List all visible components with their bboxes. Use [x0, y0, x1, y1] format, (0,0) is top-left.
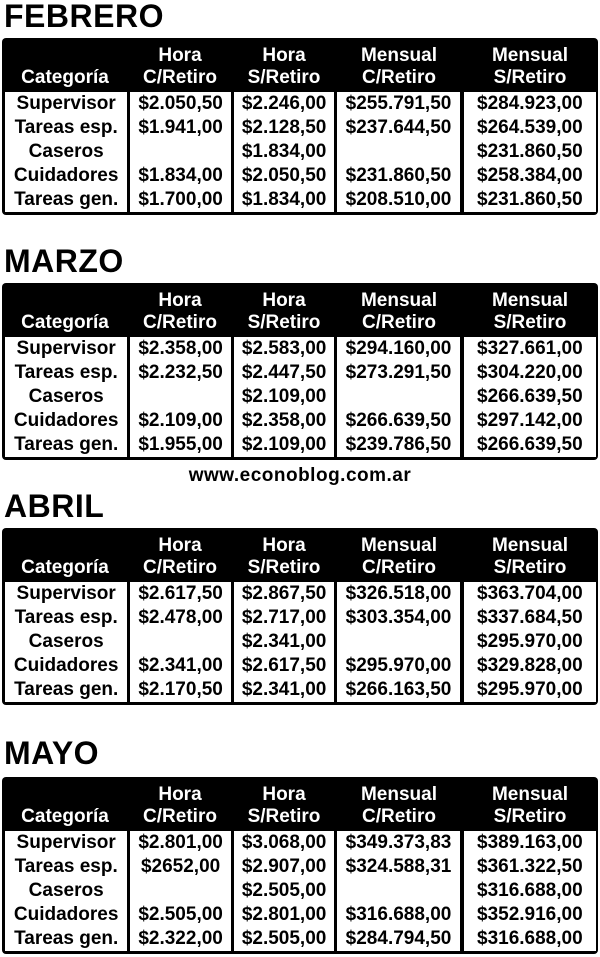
table-body [2, 582, 598, 705]
cell-mensual-s-retiro: $258.384,00 [464, 164, 596, 188]
header-hora-s-line2: S/Retiro [247, 806, 321, 827]
cell-mensual-c-retiro: $326.518,00 [337, 582, 459, 606]
cell-mensual-s-retiro: $284.923,00 [464, 92, 596, 116]
table-row [5, 582, 596, 606]
cell-mensual-c-retiro [337, 879, 459, 903]
cell-mensual-c-retiro: $231.860,50 [337, 164, 459, 188]
cell-hora-s-retiro: $2.109,00 [234, 385, 334, 409]
cell-hora-c-retiro: $2.109,00 [130, 409, 230, 433]
header-hora-s-retiro [232, 777, 336, 831]
salary-table [2, 777, 598, 954]
cell-hora-c-retiro: $2.505,00 [130, 903, 230, 927]
cell-mensual-s-retiro: $329.828,00 [464, 654, 596, 678]
cell-hora-c-retiro: $2.801,00 [130, 831, 230, 855]
cell-hora-s-retiro: $1.834,00 [234, 188, 334, 212]
cell-hora-s-retiro: $2.801,00 [234, 903, 334, 927]
header-hora-c-retiro [128, 777, 232, 831]
table-header [2, 38, 598, 92]
header-categoria [2, 283, 128, 337]
header-categoria-label: Categoría [21, 806, 109, 827]
header-categoria-label: Categoría [21, 67, 109, 88]
header-hora-s-retiro [232, 528, 336, 582]
cell-categoria: Caseros [5, 140, 127, 164]
header-hora-c-line2: C/Retiro [143, 557, 217, 578]
header-hora-s-retiro [232, 38, 336, 92]
header-hora-c-retiro [128, 283, 232, 337]
header-hora-c-line2: C/Retiro [143, 67, 217, 88]
table-row [5, 879, 596, 903]
header-mensual-c-line1: Mensual [360, 45, 438, 66]
cell-hora-s-retiro: $2.583,00 [234, 337, 334, 361]
month-title: MAYO [4, 735, 100, 771]
table-row [5, 385, 596, 409]
cell-mensual-c-retiro: $324.588,31 [337, 855, 459, 879]
header-mensual-s-line1: Mensual [491, 784, 569, 805]
header-hora-s-line1: Hora [262, 45, 306, 66]
cell-mensual-s-retiro: $266.639,50 [464, 433, 596, 457]
cell-mensual-s-retiro: $361.322,50 [464, 855, 596, 879]
header-categoria [2, 528, 128, 582]
table-row [5, 654, 596, 678]
header-hora-c-line1: Hora [158, 290, 202, 311]
header-mensual-s-line1: Mensual [491, 45, 569, 66]
cell-mensual-c-retiro: $316.688,00 [337, 903, 459, 927]
header-categoria-label: Categoría [21, 557, 109, 578]
header-mensual-c-line2: C/Retiro [362, 312, 436, 333]
header-mensual-c-line2: C/Retiro [362, 557, 436, 578]
header-categoria [2, 777, 128, 831]
table-row [5, 630, 596, 654]
header-hora-c-line1: Hora [158, 45, 202, 66]
cell-hora-c-retiro [130, 385, 230, 409]
cell-mensual-c-retiro: $294.160,00 [337, 337, 459, 361]
cell-mensual-c-retiro: $349.373,83 [337, 831, 459, 855]
cell-hora-c-retiro: $2.232,50 [130, 361, 230, 385]
cell-mensual-s-retiro: $304.220,00 [464, 361, 596, 385]
table-row [5, 140, 596, 164]
cell-mensual-c-retiro: $208.510,00 [337, 188, 459, 212]
cell-categoria: Supervisor [5, 831, 127, 855]
header-mensual-s-line2: S/Retiro [493, 557, 567, 578]
cell-hora-s-retiro: $2.128,50 [234, 116, 334, 140]
table-row [5, 903, 596, 927]
header-mensual-c-retiro [336, 38, 462, 92]
cell-mensual-c-retiro: $266.163,50 [337, 678, 459, 702]
cell-mensual-s-retiro: $316.688,00 [464, 879, 596, 903]
cell-hora-c-retiro: $2.358,00 [130, 337, 230, 361]
cell-hora-s-retiro: $2.447,50 [234, 361, 334, 385]
cell-categoria: Cuidadores [5, 409, 127, 433]
cell-mensual-s-retiro: $389.163,00 [464, 831, 596, 855]
cell-hora-s-retiro: $2.907,00 [234, 855, 334, 879]
header-categoria [2, 38, 128, 92]
cell-mensual-c-retiro: $284.794,50 [337, 927, 459, 951]
cell-categoria: Tareas esp. [5, 855, 127, 879]
cell-mensual-s-retiro: $266.639,50 [464, 385, 596, 409]
cell-categoria: Cuidadores [5, 654, 127, 678]
table-row [5, 927, 596, 951]
cell-categoria: Tareas esp. [5, 606, 127, 630]
cell-mensual-s-retiro: $295.970,00 [464, 630, 596, 654]
cell-hora-s-retiro: $2.617,50 [234, 654, 334, 678]
header-mensual-s-line2: S/Retiro [493, 67, 567, 88]
salary-table [2, 528, 598, 705]
cell-hora-s-retiro: $3.068,00 [234, 831, 334, 855]
header-mensual-s-line1: Mensual [491, 290, 569, 311]
cell-mensual-s-retiro: $363.704,00 [464, 582, 596, 606]
header-hora-c-retiro [128, 528, 232, 582]
header-hora-s-retiro [232, 283, 336, 337]
table-row [5, 831, 596, 855]
cell-hora-s-retiro: $2.505,00 [234, 879, 334, 903]
header-mensual-s-retiro [462, 528, 598, 582]
cell-categoria: Supervisor [5, 582, 127, 606]
table-header [2, 283, 598, 337]
header-hora-c-line2: C/Retiro [143, 806, 217, 827]
cell-categoria: Tareas gen. [5, 433, 127, 457]
cell-mensual-c-retiro: $255.791,50 [337, 92, 459, 116]
header-categoria-label: Categoría [21, 312, 109, 333]
cell-mensual-c-retiro: $273.291,50 [337, 361, 459, 385]
cell-hora-c-retiro: $2.617,50 [130, 582, 230, 606]
cell-categoria: Supervisor [5, 92, 127, 116]
table-row [5, 433, 596, 457]
month-title: ABRIL [4, 488, 105, 524]
header-mensual-c-line1: Mensual [360, 290, 438, 311]
cell-hora-s-retiro: $2.050,50 [234, 164, 334, 188]
header-mensual-c-line1: Mensual [360, 784, 438, 805]
table-row [5, 337, 596, 361]
header-hora-s-line1: Hora [262, 535, 306, 556]
cell-categoria: Tareas gen. [5, 927, 127, 951]
cell-categoria: Tareas gen. [5, 188, 127, 212]
table-row [5, 361, 596, 385]
cell-mensual-c-retiro [337, 385, 459, 409]
cell-hora-s-retiro: $1.834,00 [234, 140, 334, 164]
salary-table [2, 38, 598, 215]
cell-mensual-s-retiro: $352.916,00 [464, 903, 596, 927]
header-hora-c-line1: Hora [158, 784, 202, 805]
table-row [5, 409, 596, 433]
cell-hora-c-retiro: $1.955,00 [130, 433, 230, 457]
cell-hora-c-retiro [130, 630, 230, 654]
cell-hora-c-retiro: $2.170,50 [130, 678, 230, 702]
cell-mensual-s-retiro: $231.860,50 [464, 188, 596, 212]
table-row [5, 606, 596, 630]
cell-categoria: Tareas esp. [5, 361, 127, 385]
cell-mensual-c-retiro [337, 140, 459, 164]
table-body [2, 831, 598, 954]
cell-mensual-c-retiro: $295.970,00 [337, 654, 459, 678]
table-header [2, 528, 598, 582]
header-mensual-s-line2: S/Retiro [493, 312, 567, 333]
cell-hora-s-retiro: $2.867,50 [234, 582, 334, 606]
cell-mensual-s-retiro: $297.142,00 [464, 409, 596, 433]
header-mensual-s-retiro [462, 38, 598, 92]
cell-hora-s-retiro: $2.109,00 [234, 433, 334, 457]
cell-mensual-c-retiro: $237.644,50 [337, 116, 459, 140]
cell-mensual-c-retiro [337, 630, 459, 654]
cell-hora-c-retiro: $1.700,00 [130, 188, 230, 212]
cell-categoria: Supervisor [5, 337, 127, 361]
table-body [2, 337, 598, 460]
cell-hora-c-retiro: $2652,00 [130, 855, 230, 879]
table-row [5, 855, 596, 879]
header-hora-c-line1: Hora [158, 535, 202, 556]
cell-mensual-s-retiro: $295.970,00 [464, 678, 596, 702]
header-mensual-c-line1: Mensual [360, 535, 438, 556]
header-hora-c-retiro [128, 38, 232, 92]
cell-mensual-s-retiro: $327.661,00 [464, 337, 596, 361]
header-mensual-c-retiro [336, 283, 462, 337]
header-mensual-c-line2: C/Retiro [362, 67, 436, 88]
table-header [2, 777, 598, 831]
salary-table [2, 283, 598, 460]
cell-hora-c-retiro [130, 879, 230, 903]
table-row [5, 92, 596, 116]
cell-mensual-c-retiro: $266.639,50 [337, 409, 459, 433]
header-hora-s-line2: S/Retiro [247, 67, 321, 88]
cell-hora-c-retiro: $2.341,00 [130, 654, 230, 678]
header-mensual-s-retiro [462, 777, 598, 831]
cell-hora-s-retiro: $2.341,00 [234, 678, 334, 702]
cell-mensual-c-retiro: $303.354,00 [337, 606, 459, 630]
cell-mensual-s-retiro: $316.688,00 [464, 927, 596, 951]
cell-categoria: Caseros [5, 879, 127, 903]
cell-categoria: Cuidadores [5, 164, 127, 188]
cell-categoria: Caseros [5, 630, 127, 654]
cell-mensual-s-retiro: $231.860,50 [464, 140, 596, 164]
table-row [5, 188, 596, 212]
table-row [5, 116, 596, 140]
cell-hora-c-retiro: $1.941,00 [130, 116, 230, 140]
header-mensual-c-retiro [336, 777, 462, 831]
cell-hora-c-retiro: $1.834,00 [130, 164, 230, 188]
cell-mensual-s-retiro: $264.539,00 [464, 116, 596, 140]
cell-hora-s-retiro: $2.246,00 [234, 92, 334, 116]
table-row [5, 164, 596, 188]
month-title: FEBRERO [4, 0, 164, 34]
header-mensual-c-line2: C/Retiro [362, 806, 436, 827]
cell-hora-s-retiro: $2.717,00 [234, 606, 334, 630]
watermark-text: www.econoblog.com.ar [188, 465, 412, 486]
header-mensual-s-line2: S/Retiro [493, 806, 567, 827]
header-mensual-s-line1: Mensual [491, 535, 569, 556]
cell-hora-s-retiro: $2.358,00 [234, 409, 334, 433]
header-mensual-s-retiro [462, 283, 598, 337]
header-mensual-c-retiro [336, 528, 462, 582]
cell-mensual-c-retiro: $239.786,50 [337, 433, 459, 457]
header-hora-s-line1: Hora [262, 784, 306, 805]
cell-hora-s-retiro: $2.341,00 [234, 630, 334, 654]
cell-categoria: Caseros [5, 385, 127, 409]
cell-hora-c-retiro: $2.322,00 [130, 927, 230, 951]
cell-hora-c-retiro: $2.478,00 [130, 606, 230, 630]
cell-mensual-s-retiro: $337.684,50 [464, 606, 596, 630]
table-row [5, 678, 596, 702]
header-hora-s-line2: S/Retiro [247, 557, 321, 578]
header-hora-s-line1: Hora [262, 290, 306, 311]
cell-hora-c-retiro [130, 140, 230, 164]
header-hora-s-line2: S/Retiro [247, 312, 321, 333]
cell-hora-c-retiro: $2.050,50 [130, 92, 230, 116]
cell-categoria: Tareas esp. [5, 116, 127, 140]
header-hora-c-line2: C/Retiro [143, 312, 217, 333]
table-body [2, 92, 598, 215]
cell-hora-s-retiro: $2.505,00 [234, 927, 334, 951]
cell-categoria: Cuidadores [5, 903, 127, 927]
cell-categoria: Tareas gen. [5, 678, 127, 702]
month-title: MARZO [4, 243, 124, 279]
